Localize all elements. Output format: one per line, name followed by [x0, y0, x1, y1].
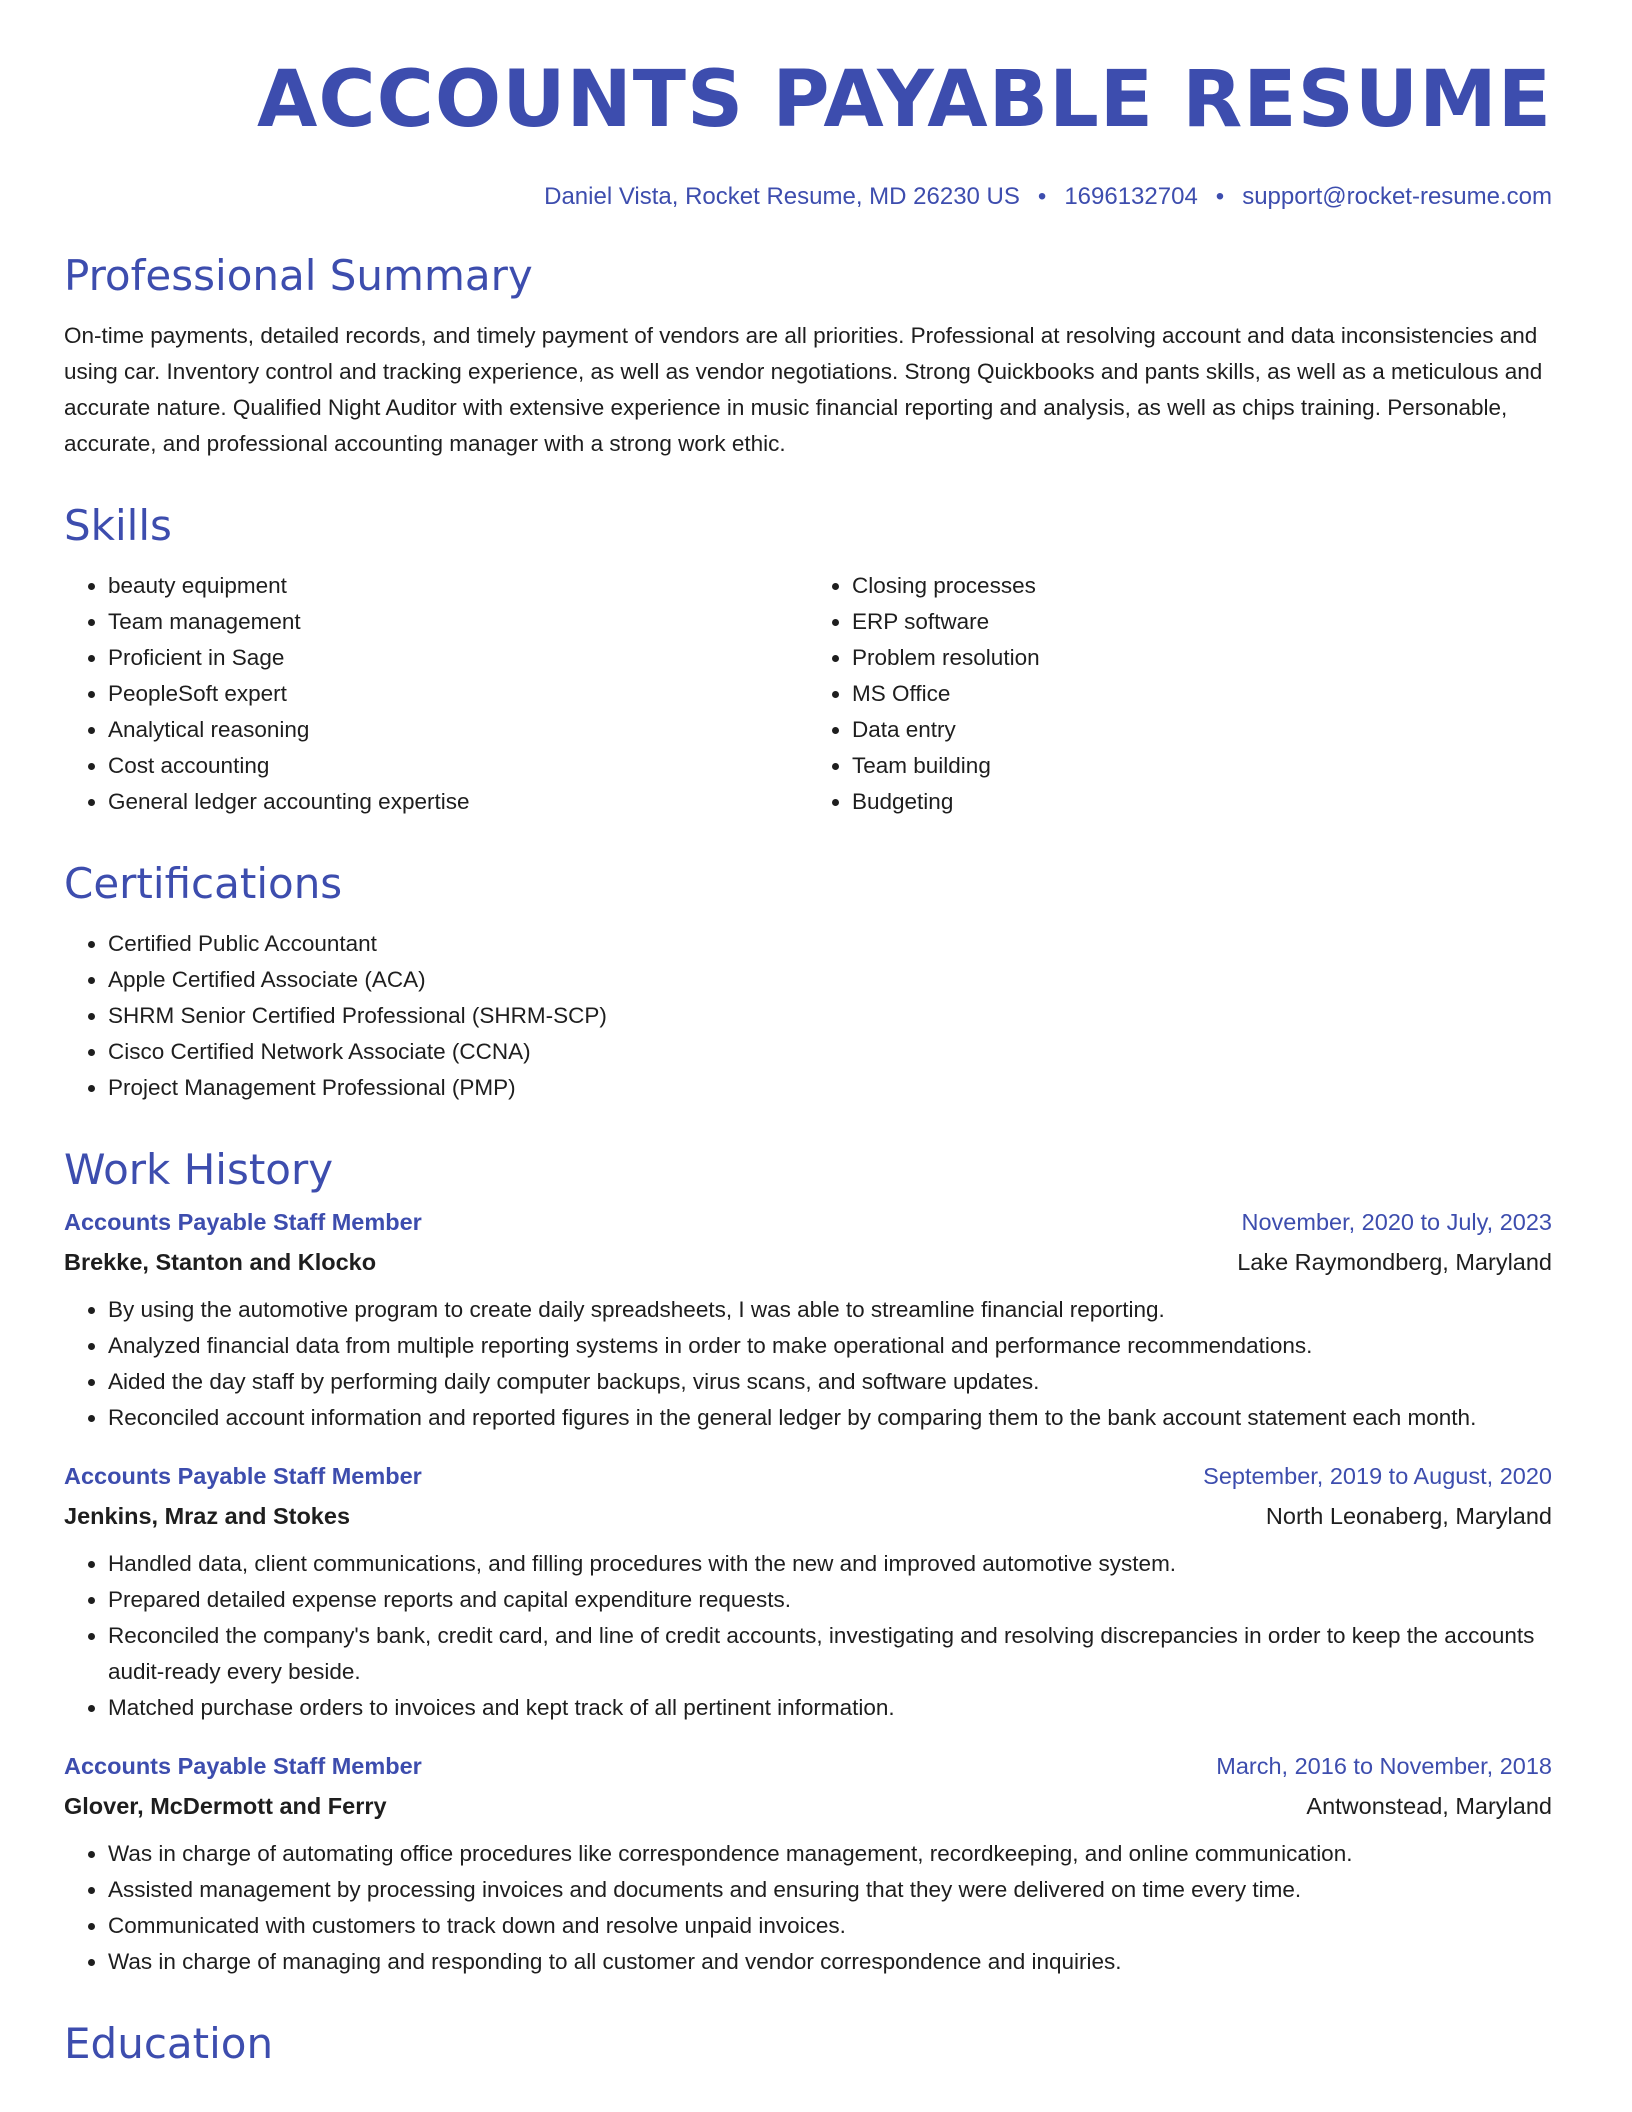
skill-item: • Proficient in Sage	[108, 640, 808, 676]
skills-list-left	[64, 568, 808, 820]
job-bullet: • Analyzed financial data from multiple reporting systems in order to make operational and performance recommendations.	[108, 1328, 1552, 1364]
job-bullet: • Matched purchase orders to invoices and kept track of all pertinent information.	[108, 1690, 1552, 1726]
job-company: Brekke, Stanton and Klocko	[64, 1249, 377, 1275]
job-bullets	[64, 1836, 1552, 1980]
job-bullet: • By using the automotive program to create daily spreadsheets, I was able to streamline financial reporting.	[108, 1292, 1552, 1328]
summary-text: On-time payments, detailed records, and timely payment of vendors are all priorities. Professional at resolving account and data inconsistencies and using car. Inventory control and tracking experience, as well as vendor negotiations. Strong Quickbooks and pants skills, as well as a meticulous and accurate nature. Qualified Night Auditor with extensive experience in music financial reporting and analysis, as well as chips training. Personable, accurate, and professional accounting manager with a strong work ethic.	[64, 323, 1543, 456]
skill-item: • ERP software	[852, 604, 1552, 640]
skill-item: • MS Office	[852, 676, 1552, 712]
job-bullet: • Reconciled account information and reported figures in the general ledger by comparing them to the bank account statement each month.	[108, 1400, 1552, 1436]
section-heading-work-history: Work History	[64, 1145, 334, 1194]
job-entry	[64, 1202, 1552, 1436]
job-subheader	[64, 1496, 1552, 1536]
job-bullets	[64, 1546, 1552, 1726]
skill-item: • PeopleSoft expert	[108, 676, 808, 712]
job-dates: March, 2016 to November, 2018	[1216, 1753, 1552, 1779]
job-dates: September, 2019 to August, 2020	[1203, 1463, 1552, 1489]
skills-section	[64, 500, 1552, 820]
certification-item: • Cisco Certified Network Associate (CCNA)	[108, 1034, 1552, 1070]
job-header	[64, 1746, 1552, 1786]
job-location: Lake Raymondberg, Maryland	[1237, 1249, 1552, 1275]
skill-item: • beauty equipment	[108, 568, 808, 604]
skill-item: • Team building	[852, 748, 1552, 784]
skill-item: • Budgeting	[852, 784, 1552, 820]
job-header	[64, 1202, 1552, 1242]
skill-item: • Data entry	[852, 712, 1552, 748]
job-subheader	[64, 1786, 1552, 1826]
section-heading-summary: Professional Summary	[64, 251, 533, 300]
job-header	[64, 1456, 1552, 1496]
certification-item: • Project Management Professional (PMP)	[108, 1070, 1552, 1106]
contact-separator: •	[1215, 183, 1225, 210]
job-location: North Leonaberg, Maryland	[1265, 1503, 1552, 1529]
job-bullet: • Assisted management by processing invoices and documents and ensuring that they were delivered on time every time.	[108, 1872, 1552, 1908]
job-title: Accounts Payable Staff Member	[64, 1209, 422, 1235]
skill-item: • Team management	[108, 604, 808, 640]
contact-address: Daniel Vista, Rocket Resume, MD 26230 US	[544, 183, 1020, 210]
certification-item: • SHRM Senior Certified Professional (SHRM-SCP)	[108, 998, 1552, 1034]
job-bullets	[64, 1292, 1552, 1436]
skills-grid	[64, 568, 1552, 820]
contact-line	[64, 182, 1552, 212]
skill-item: • Analytical reasoning	[108, 712, 808, 748]
job-bullet: • Was in charge of automating office procedures like correspondence management, recordkeeping, and online communication.	[108, 1836, 1552, 1872]
section-heading-skills: Skills	[64, 501, 172, 550]
skill-item: • Closing processes	[852, 568, 1552, 604]
job-company: Jenkins, Mraz and Stokes	[64, 1503, 351, 1529]
skill-item: • Problem resolution	[852, 640, 1552, 676]
section-heading-certifications: Certifications	[64, 859, 343, 908]
contact-phone[interactable]: 1696132704	[1064, 183, 1198, 210]
skill-item: • Cost accounting	[108, 748, 808, 784]
work-history-section	[64, 1144, 1552, 1980]
job-dates: November, 2020 to July, 2023	[1241, 1209, 1552, 1235]
job-bullet: • Aided the day staff by performing daily computer backups, virus scans, and software updates.	[108, 1364, 1552, 1400]
job-entry	[64, 1456, 1552, 1726]
contact-email[interactable]: support@rocket-resume.com	[1242, 183, 1552, 210]
job-title: Accounts Payable Staff Member	[64, 1753, 422, 1779]
contact-separator: •	[1037, 183, 1047, 210]
resume-title: ACCOUNTS PAYABLE RESUME	[257, 55, 1552, 145]
job-bullet: • Communicated with customers to track down and resolve unpaid invoices.	[108, 1908, 1552, 1944]
certifications-section	[64, 858, 1552, 1106]
job-location: Antwonstead, Maryland	[1306, 1793, 1552, 1819]
job-entry	[64, 1746, 1552, 1980]
job-subheader	[64, 1242, 1552, 1282]
skills-list-right	[808, 568, 1552, 820]
summary-section	[64, 250, 1552, 462]
job-company: Glover, McDermott and Ferry	[64, 1793, 387, 1819]
job-title: Accounts Payable Staff Member	[64, 1463, 422, 1489]
job-bullet: • Prepared detailed expense reports and capital expenditure requests.	[108, 1582, 1552, 1618]
skill-item: • General ledger accounting expertise	[108, 784, 808, 820]
job-bullet: • Reconciled the company's bank, credit card, and line of credit accounts, investigating and resolving discrepancies in order to keep the accounts audit-ready every beside.	[108, 1618, 1552, 1690]
education-section	[64, 2018, 1552, 2070]
section-heading-education: Education	[64, 2019, 274, 2068]
job-bullet: • Handled data, client communications, and filling procedures with the new and improved automotive system.	[108, 1546, 1552, 1582]
job-bullet: • Was in charge of managing and responding to all customer and vendor correspondence and inquiries.	[108, 1944, 1552, 1980]
certification-item: • Certified Public Accountant	[108, 926, 1552, 962]
certification-item: • Apple Certified Associate (ACA)	[108, 962, 1552, 998]
certifications-list	[64, 926, 1552, 1106]
